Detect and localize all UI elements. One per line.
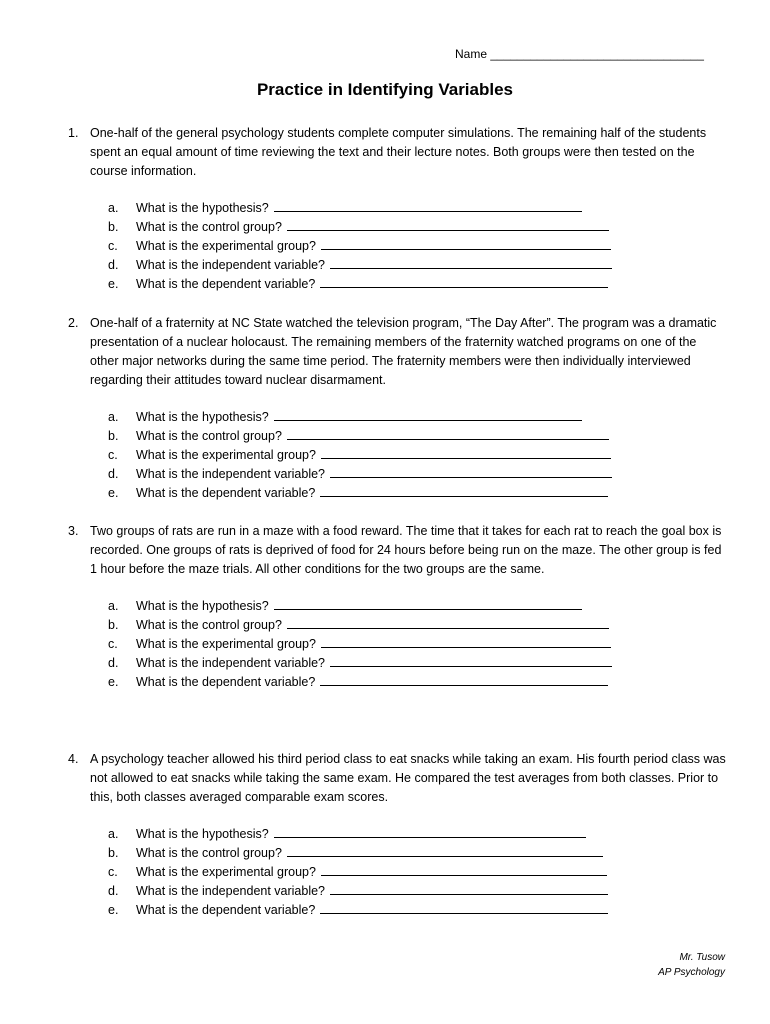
sub-question-control-group bbox=[108, 616, 728, 635]
sub-question-experimental-group bbox=[108, 446, 728, 465]
footer bbox=[658, 950, 725, 980]
sub-letter: c. bbox=[108, 448, 118, 462]
answer-blank[interactable] bbox=[287, 844, 603, 857]
sub-question-experimental-group bbox=[108, 635, 728, 654]
sub-letter: a. bbox=[108, 201, 119, 215]
sub-letter: c. bbox=[108, 637, 118, 651]
answer-blank[interactable] bbox=[287, 427, 609, 440]
sub-question-dependent-variable bbox=[108, 673, 728, 692]
sub-question-dependent-variable bbox=[108, 275, 728, 294]
sub-question-list bbox=[108, 408, 728, 503]
sub-letter: c. bbox=[108, 865, 118, 879]
sub-letter: c. bbox=[108, 239, 118, 253]
answer-blank[interactable] bbox=[321, 635, 611, 648]
sub-letter: a. bbox=[108, 827, 119, 841]
sub-letter: b. bbox=[108, 220, 119, 234]
sub-prompt: What is the dependent variable? bbox=[136, 277, 316, 291]
question-text: Two groups of rats are run in a maze with a food reward. The time that it takes for each rat to reach the goal box is recorded. One groups of rats is deprived of food for 24 hours before being run on the maze. The other group is fed 1 hour before the maze trials. All other conditions for the two groups are the same. bbox=[90, 524, 722, 576]
answer-blank[interactable] bbox=[321, 446, 611, 459]
sub-letter: a. bbox=[108, 410, 119, 424]
sub-prompt: What is the hypothesis? bbox=[136, 599, 269, 613]
footer-author: Mr. Tusow bbox=[679, 952, 725, 963]
sub-question-control-group bbox=[108, 844, 728, 863]
sub-letter: e. bbox=[108, 903, 119, 917]
sub-question-list bbox=[108, 199, 728, 294]
sub-letter: e. bbox=[108, 486, 119, 500]
answer-blank[interactable] bbox=[320, 673, 608, 686]
sub-prompt: What is the independent variable? bbox=[136, 656, 326, 670]
sub-letter: d. bbox=[108, 467, 119, 481]
answer-blank[interactable] bbox=[287, 616, 609, 629]
sub-prompt: What is the dependent variable? bbox=[136, 903, 316, 917]
answer-blank[interactable] bbox=[274, 199, 582, 212]
sub-prompt: What is the experimental group? bbox=[136, 865, 316, 879]
sub-question-control-group bbox=[108, 218, 728, 237]
sub-question-dependent-variable bbox=[108, 484, 728, 503]
sub-question-hypothesis bbox=[108, 199, 728, 218]
sub-question-control-group bbox=[108, 427, 728, 446]
question-4 bbox=[68, 750, 728, 920]
answer-blank[interactable] bbox=[321, 863, 607, 876]
sub-prompt: What is the independent variable? bbox=[136, 258, 326, 272]
question-3 bbox=[68, 522, 728, 692]
sub-letter: d. bbox=[108, 258, 119, 272]
sub-letter: b. bbox=[108, 429, 119, 443]
sub-letter: e. bbox=[108, 277, 119, 291]
sub-question-independent-variable bbox=[108, 465, 728, 484]
sub-question-hypothesis bbox=[108, 597, 728, 616]
sub-prompt: What is the hypothesis? bbox=[136, 410, 269, 424]
sub-letter: d. bbox=[108, 884, 119, 898]
question-number: 3. bbox=[68, 524, 79, 538]
answer-blank[interactable] bbox=[320, 275, 608, 288]
sub-question-hypothesis bbox=[108, 825, 728, 844]
answer-blank[interactable] bbox=[330, 256, 612, 269]
sub-prompt: What is the control group? bbox=[136, 618, 282, 632]
sub-question-hypothesis bbox=[108, 408, 728, 427]
answer-blank[interactable] bbox=[330, 882, 608, 895]
question-text: One-half of a fraternity at NC State watched the television program, “The Day After”. The program was a dramatic presentation of a nuclear holocaust. The remaining members of the fraternity watched programs on one of the other major networks during the same time period. The fraternity members were then individually interviewed regarding their attitudes toward nuclear disarmament. bbox=[90, 316, 717, 387]
sub-letter: b. bbox=[108, 618, 119, 632]
sub-letter: d. bbox=[108, 656, 119, 670]
sub-question-experimental-group bbox=[108, 237, 728, 256]
sub-question-independent-variable bbox=[108, 256, 728, 275]
question-number: 4. bbox=[68, 752, 79, 766]
sub-question-independent-variable bbox=[108, 654, 728, 673]
sub-prompt: What is the experimental group? bbox=[136, 448, 316, 462]
answer-blank[interactable] bbox=[330, 654, 612, 667]
sub-prompt: What is the dependent variable? bbox=[136, 675, 316, 689]
answer-blank[interactable] bbox=[321, 237, 611, 250]
sub-question-experimental-group bbox=[108, 863, 728, 882]
sub-question-independent-variable bbox=[108, 882, 728, 901]
page-title: Practice in Identifying Variables bbox=[256, 80, 514, 99]
sub-letter: b. bbox=[108, 846, 119, 860]
footer-course: AP Psychology bbox=[658, 967, 725, 978]
sub-prompt: What is the experimental group? bbox=[136, 637, 316, 651]
sub-prompt: What is the control group? bbox=[136, 220, 282, 234]
sub-prompt: What is the independent variable? bbox=[136, 884, 326, 898]
answer-blank[interactable] bbox=[330, 465, 612, 478]
sub-prompt: What is the independent variable? bbox=[136, 467, 326, 481]
question-text: A psychology teacher allowed his third period class to eat snacks while taking an exam. His fourth period class was not allowed to eat snacks while taking the same exam. He compared the test averages from both classes. Prior to this, both classes averaged comparable exam scores. bbox=[90, 752, 726, 804]
answer-blank[interactable] bbox=[287, 218, 609, 231]
answer-blank[interactable] bbox=[320, 901, 608, 914]
question-2 bbox=[68, 314, 728, 503]
question-number: 2. bbox=[68, 316, 79, 330]
sub-prompt: What is the hypothesis? bbox=[136, 827, 269, 841]
sub-question-dependent-variable bbox=[108, 901, 728, 920]
question-1 bbox=[68, 124, 728, 294]
sub-letter: a. bbox=[108, 599, 119, 613]
sub-question-list bbox=[108, 597, 728, 692]
sub-prompt: What is the hypothesis? bbox=[136, 201, 269, 215]
sub-prompt: What is the control group? bbox=[136, 846, 282, 860]
answer-blank[interactable] bbox=[274, 597, 582, 610]
sub-prompt: What is the dependent variable? bbox=[136, 486, 316, 500]
answer-blank[interactable] bbox=[274, 825, 586, 838]
answer-blank[interactable] bbox=[320, 484, 608, 497]
sub-prompt: What is the control group? bbox=[136, 429, 282, 443]
question-text: One-half of the general psychology students complete computer simulations. The remaining half of the students spent an equal amount of time reviewing the text and their lecture notes. Both groups were then tested on the course information. bbox=[90, 126, 707, 178]
answer-blank[interactable] bbox=[274, 408, 582, 421]
sub-question-list bbox=[108, 825, 728, 920]
question-number: 1. bbox=[68, 126, 79, 140]
name-field-label: Name ________________________________ bbox=[455, 47, 704, 61]
sub-letter: e. bbox=[108, 675, 119, 689]
sub-prompt: What is the experimental group? bbox=[136, 239, 316, 253]
